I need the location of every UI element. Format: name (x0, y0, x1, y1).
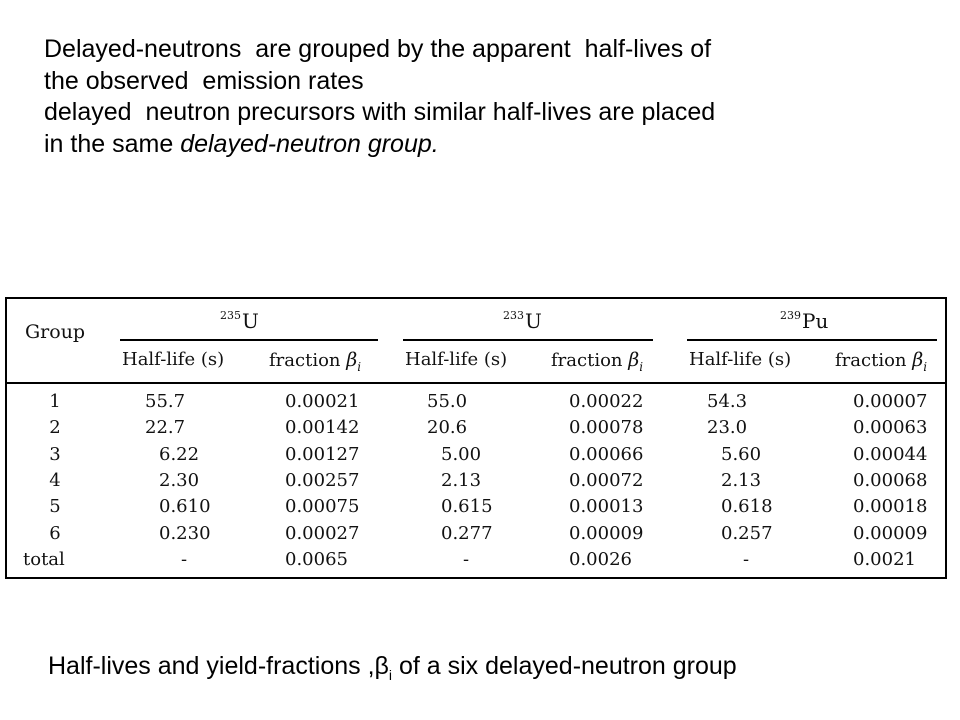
fraction-cell: 0.00066 (569, 443, 644, 465)
beta-letter: β (346, 349, 358, 371)
fraction-cell: 0.00027 (285, 522, 360, 544)
halflife-cell: 55.7 (145, 391, 186, 412)
caption-prefix: Half-lives and yield-fractions ,β (48, 652, 389, 680)
halflife-cell: 6.22 (159, 443, 200, 465)
halflife-header: Half-life (s) (689, 349, 792, 370)
fraction-cell: 0.00257 (285, 469, 360, 491)
fraction-cell: 0.0026 (569, 548, 632, 570)
beta-letter: β (912, 349, 924, 371)
beta-symbol (346, 349, 362, 374)
halflife-cell: 0.618 (721, 496, 773, 518)
caption-suffix: of a six delayed-neutron group (392, 652, 737, 680)
halflife-cell: - (181, 548, 188, 570)
halflife-cell: 0.610 (159, 496, 211, 518)
fraction-cell: 0.00044 (853, 443, 928, 465)
halflife-cell: 5.00 (441, 443, 482, 465)
fraction-cell: 0.00068 (853, 469, 928, 491)
intro-line-2: the observed emission rates (44, 66, 364, 95)
halflife-cell: 54.3 (707, 391, 748, 412)
halflife-cell: 2.13 (441, 469, 482, 491)
intro-paragraph (44, 34, 924, 160)
isotope-mass: 233 (503, 309, 524, 322)
group-number: 2 (49, 417, 61, 439)
group-number: 3 (49, 443, 61, 465)
fraction-cell: 0.00072 (569, 469, 644, 491)
group-header: Group (25, 321, 86, 343)
halflife-cell: - (743, 548, 750, 570)
group-number: 4 (49, 469, 61, 491)
beta-letter: β (628, 349, 640, 371)
fraction-cell: 0.00075 (285, 496, 360, 518)
beta-subscript: i (639, 359, 644, 374)
beta-symbol (912, 349, 928, 374)
halflife-cell: 55.0 (427, 391, 468, 412)
halflife-cell: 2.30 (159, 469, 200, 491)
halflife-cell: 20.6 (427, 417, 468, 439)
group-number: 1 (49, 391, 61, 412)
header-separator (7, 382, 945, 384)
header-rule-u235 (120, 339, 378, 341)
intro-line-4 (44, 129, 924, 161)
beta-symbol (628, 349, 644, 374)
intro-line-4-italic: delayed-neutron group. (180, 129, 439, 158)
fraction-cell: 0.00009 (853, 522, 928, 544)
halflife-cell: 0.230 (159, 522, 211, 544)
fraction-header (269, 349, 361, 374)
fraction-cell: 0.0021 (853, 548, 916, 570)
isotope-symbol: Pu (802, 309, 829, 333)
fraction-cell: 0.00022 (569, 391, 644, 412)
fraction-label: fraction (551, 350, 629, 371)
group-number: 6 (49, 522, 61, 544)
beta-subscript: i (923, 359, 928, 374)
isotope-header-pu239 (780, 309, 828, 333)
fraction-cell: 0.00018 (853, 496, 928, 518)
halflife-cell: 5.60 (721, 443, 762, 465)
total-label: total (23, 548, 65, 570)
fraction-cell: 0.0065 (285, 548, 348, 570)
halflife-cell: 0.615 (441, 496, 493, 518)
fraction-label: fraction (835, 350, 913, 371)
isotope-symbol: U (242, 309, 259, 333)
fraction-cell: 0.00063 (853, 417, 928, 439)
fraction-cell: 0.00127 (285, 443, 360, 465)
header-rule-u233 (403, 339, 653, 341)
fraction-header (551, 349, 643, 374)
fraction-cell: 0.00021 (285, 391, 360, 412)
isotope-symbol: U (525, 309, 542, 333)
header-rule-pu239 (687, 339, 937, 341)
halflife-header: Half-life (s) (122, 349, 225, 370)
fraction-header (835, 349, 927, 374)
isotope-header-u233 (503, 309, 542, 333)
isotope-header-u235 (220, 309, 259, 333)
beta-subscript: i (357, 359, 362, 374)
group-number: 5 (49, 496, 61, 518)
fraction-cell: 0.00007 (853, 391, 928, 412)
fraction-cell: 0.00142 (285, 417, 360, 439)
halflife-header: Half-life (s) (405, 349, 508, 370)
halflife-cell: 23.0 (707, 417, 748, 439)
intro-line-3: delayed neutron precursors with similar half-lives are placed (44, 98, 716, 126)
fraction-cell: 0.00009 (569, 522, 644, 544)
intro-line-4-start: in the same (44, 129, 181, 158)
table-caption (48, 652, 948, 683)
delayed-neutron-table (5, 297, 947, 579)
fraction-cell: 0.00078 (569, 417, 644, 439)
halflife-cell: 0.257 (721, 522, 773, 544)
intro-line-1: Delayed-neutrons are grouped by the apparent half-lives of (44, 35, 712, 63)
fraction-label: fraction (269, 350, 347, 371)
halflife-cell: - (463, 548, 470, 570)
halflife-cell: 22.7 (145, 417, 186, 439)
isotope-mass: 235 (220, 309, 241, 322)
halflife-cell: 0.277 (441, 522, 493, 544)
halflife-cell: 2.13 (721, 469, 762, 491)
isotope-mass: 239 (780, 309, 801, 322)
fraction-cell: 0.00013 (569, 496, 644, 518)
caption-subscript: i (388, 667, 393, 683)
